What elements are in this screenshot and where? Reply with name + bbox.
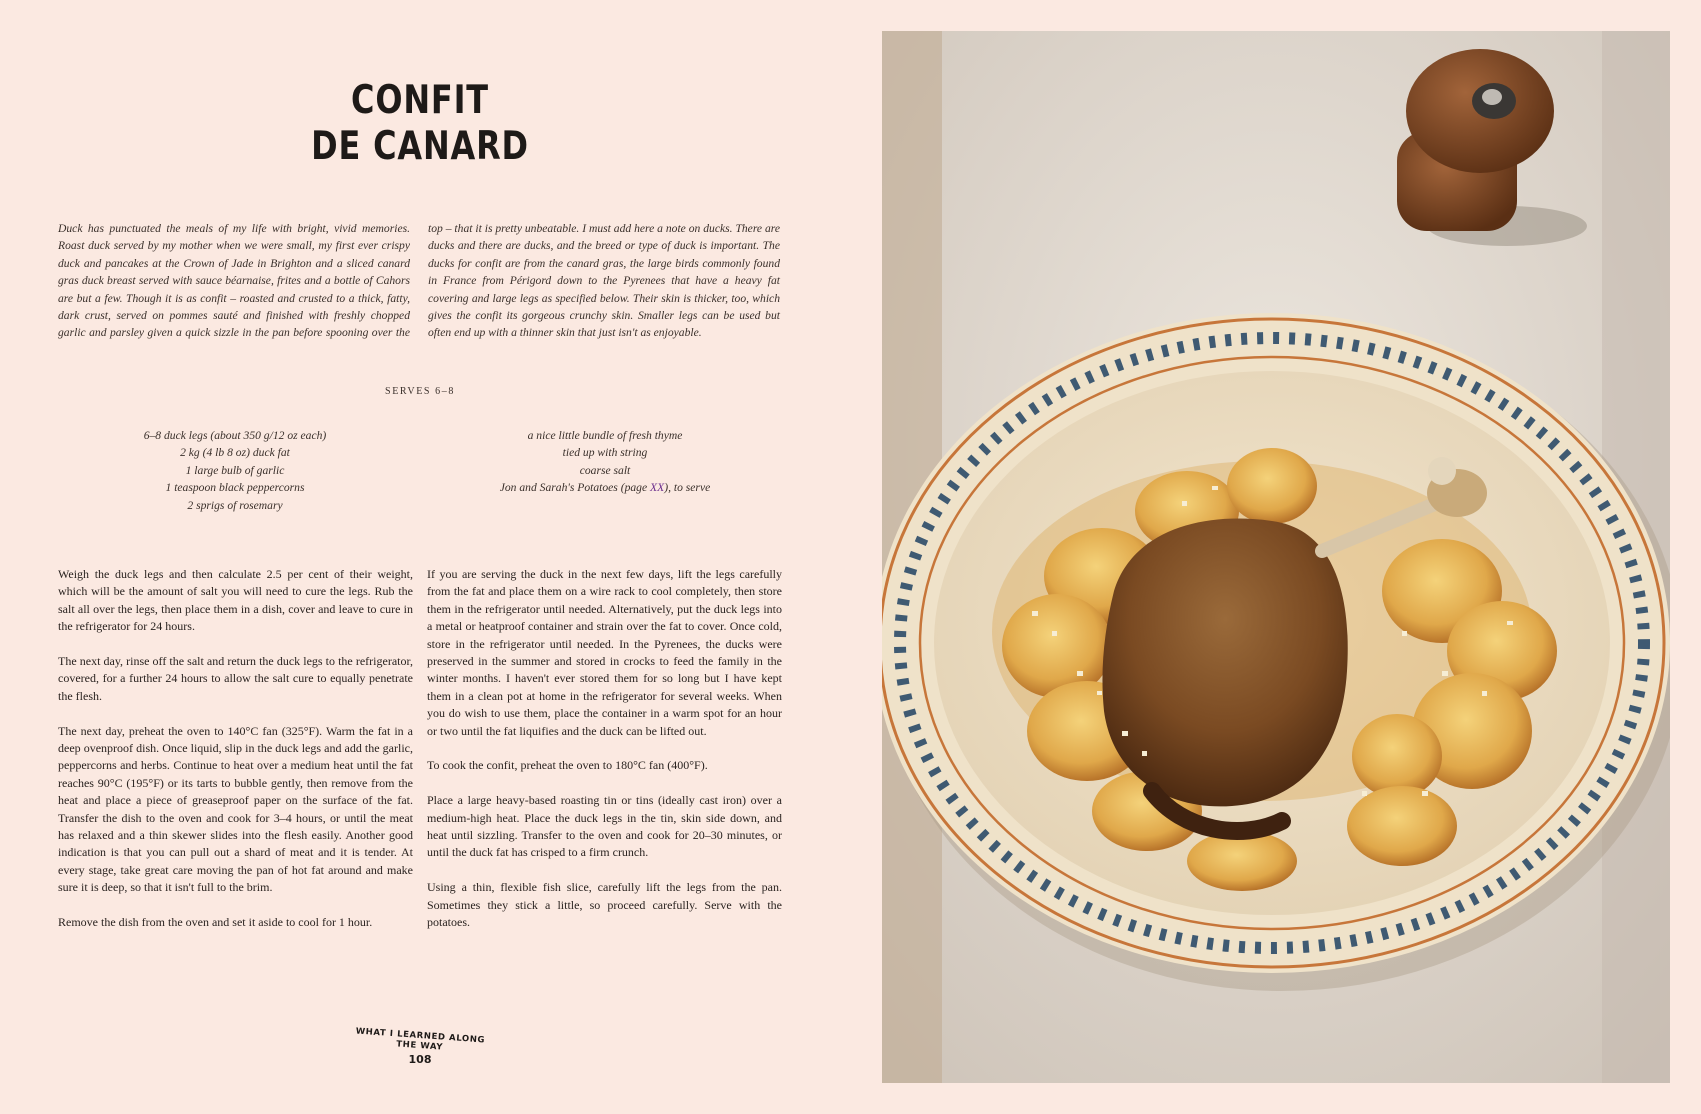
ingredient-text: Jon and Sarah's Potatoes (page	[499, 481, 651, 495]
title-line-1: CONFIT	[351, 78, 489, 124]
ingredient-item: 2 sprigs of rosemary	[187, 498, 283, 512]
serves-label: SERVES 6–8	[385, 386, 455, 397]
method-column-left	[58, 566, 413, 949]
method-column-right	[427, 566, 782, 949]
method-paragraph: Using a thin, flexible fish slice, carefully lift the legs from the pan. Sometimes they stick a little, so proceed carefully. Serve with the potatoes.	[427, 880, 782, 930]
ingredient-item: 6–8 duck legs (about 350 g/12 oz each)	[143, 429, 327, 442]
ingredient-item: tied up with string	[562, 446, 648, 460]
ingredient-item: coarse salt	[579, 463, 631, 477]
method-paragraph: Place a large heavy-based roasting tin or tins (ideally cast iron) over a medium-high heat. Place the duck legs in the tin, skin side down, and heat until sizzling. Transfer to the oven and cook for 20–30 minutes, or until the duck fat has crisped to a firm crunch.	[427, 793, 782, 860]
method-paragraph: The next day, rinse off the salt and return the duck legs to the refrigerator, covered, for a further 24 hours to allow the salt cure to equally penetrate the flesh.	[58, 654, 413, 703]
ingredient-item-with-link	[445, 479, 765, 496]
method-paragraph: If you are serving the duck in the next few days, lift the legs carefully from the fat and place them on a wire rack to cool completely, then store them in the refrigerator until needed. Alternatively, put the duck legs into a metal or heatproof container and strain over the fat to cover. Once cold, store in the refrigerator until needed. In the Pyrenees, the ducks were preserved in the summer and stored in crocks to feed the family in the winter months. I haven't ever stored them for so long but I have kept them in a clean pot at home in the refrigerator for several weeks. When you do wish to use them, place the container in a warm spot for an hour or two until the fat liquifies and the duck can be lifted out.	[427, 567, 782, 738]
dish-photo	[882, 31, 1670, 1083]
ingredient-item: 1 teaspoon black peppercorns	[165, 481, 305, 495]
ingredient-item: 2 kg (4 lb 8 oz) duck fat	[180, 446, 290, 460]
dish-photo-illustration	[882, 31, 1670, 1083]
ingredients-right	[445, 427, 765, 497]
running-title: WHAT I LEARNED ALONG THE WAY	[355, 1026, 486, 1053]
ingredient-item: 1 large bulb of garlic	[185, 463, 285, 477]
ingredient-text: ), to serve	[664, 481, 711, 495]
intro-text: Duck has punctuated the meals of my life with bright, vivid memories. Roast duck served by my mother when we were small, my first ever crispy duck and pancakes at the Crown of Jade in Brighton and a sliced canard gras duck breast served with sauce béarnaise, frites and a bottle of Cahors are but a few. Though it is as confit – roasted and crusted to a thick, fatty, dark crust, served on pommes sauté and finished with freshly chopped garlic and parsley given a quick sizzle in the pan before spooning over the top – that it is pretty unbeatable. I must add here a note on ducks. There are ducks and there are ducks, and the breed or type of duck is important. The ducks for confit are from the canard gras, the large birds commonly found in France from Périgord down to the Pyrenees that have a heavy fat covering and large legs as specified below. Their skin is thicker, too, which gives the confit its gorgeous crunchy skin. Smaller legs can be used but often end up with a thinner skin that just isn't as enjoyable.	[58, 222, 780, 340]
ingredient-item: a nice little bundle of fresh thyme	[527, 429, 683, 442]
ingredients-left	[75, 427, 395, 514]
recipe-title	[76, 78, 765, 170]
method-paragraph: The next day, preheat the oven to 140°C fan (325°F). Warm the fat in a deep ovenproof dish. Once liquid, slip in the duck legs and add the garlic, peppercorns and herbs. Continue to heat over a medium heat until the fat reaches 90°C (195°F) or its tarts to bubble gently, then remove from the heat and place a piece of greaseproof paper on the surface of the fat. Transfer the dish to the oven and cook for 3–4 hours, or until the meat has relaxed and a thin skewer slides into the flesh easily. Another good indication is that you can pull out a shard of meat and it is tender. At every stage, take great care moving the pan of hot fat around and make sure it is deep, so that it isn't full to the brim.	[58, 723, 413, 895]
method-paragraph: Weigh the duck legs and then calculate 2.5 per cent of their weight, which will be the amount of salt you will need to cure the legs. Rub the salt all over the legs, then place them in a dish, cover and leave to cure in the refrigerator for 24 hours.	[58, 567, 413, 634]
method-paragraph: Remove the dish from the oven and set it aside to cool for 1 hour.	[58, 915, 373, 930]
page-reference-link[interactable]: XX	[650, 481, 665, 495]
page-number: 108	[408, 1053, 432, 1066]
method-paragraph: To cook the confit, preheat the oven to 180°C fan (400°F).	[427, 758, 708, 773]
title-line-2: DE CANARD	[311, 124, 529, 170]
